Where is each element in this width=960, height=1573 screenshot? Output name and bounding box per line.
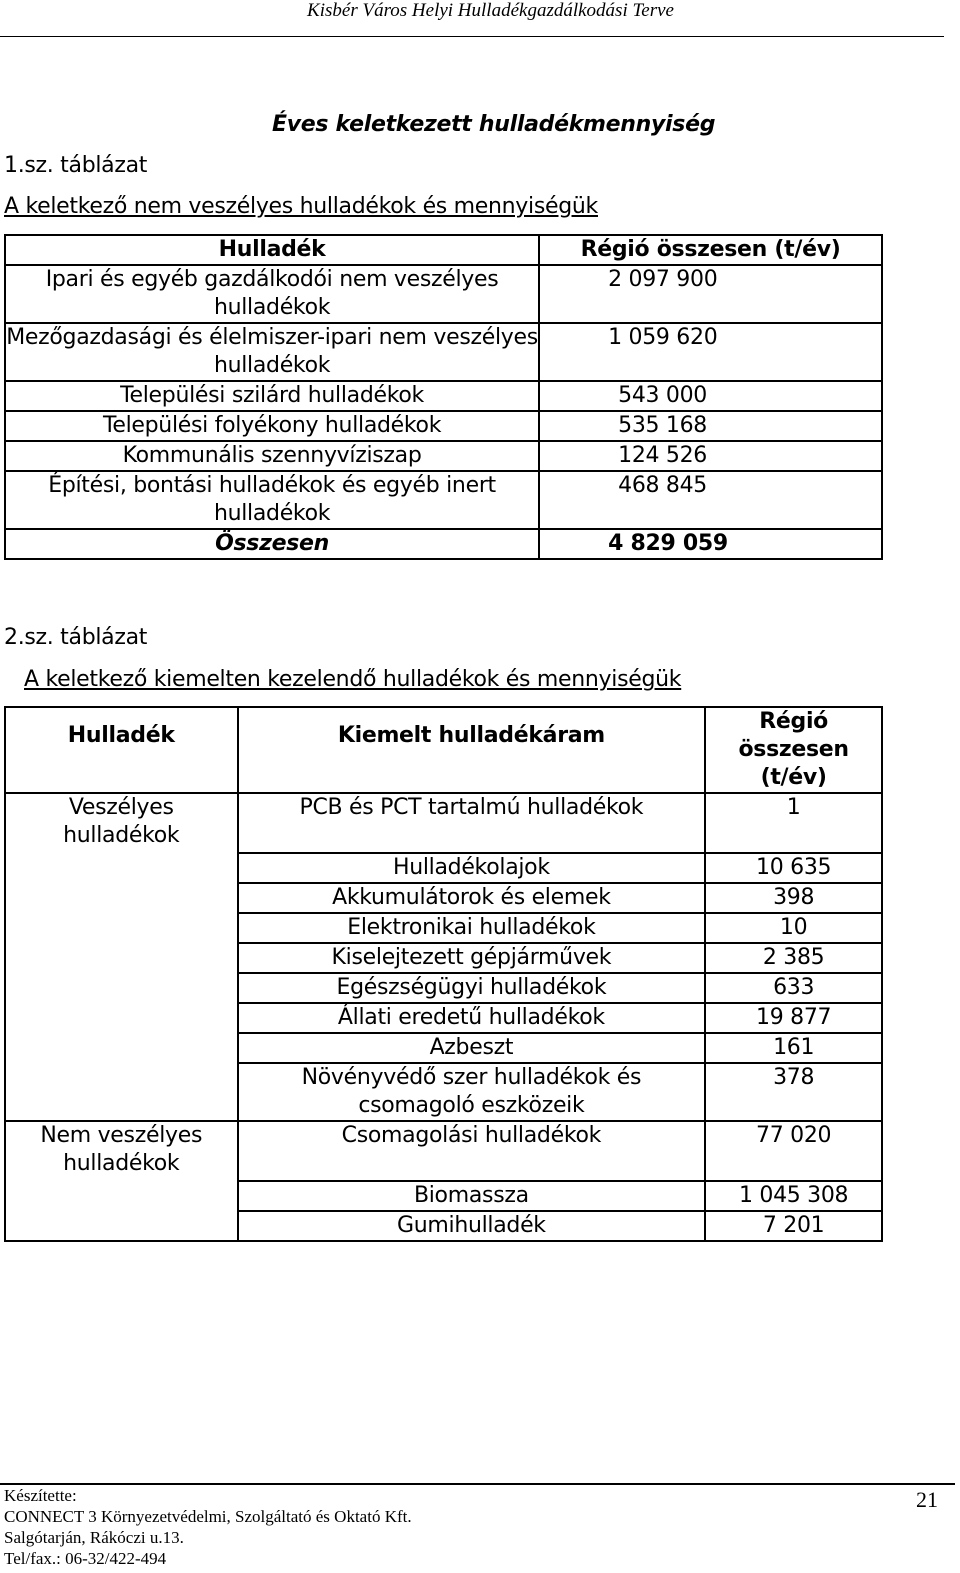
column-header: Régió összesen (t/év) [539, 235, 882, 265]
waste-name-line: hulladékok [213, 295, 331, 320]
total-label: Összesen [5, 529, 539, 559]
value-cell: 2 097 900 [539, 265, 882, 323]
waste-name-cell: Települési folyékony hulladékok [5, 411, 539, 441]
value-cell: 1 [705, 793, 882, 853]
value-cell: 77 020 [705, 1121, 882, 1181]
stream-cell: Azbeszt [238, 1033, 706, 1063]
table1 [4, 234, 883, 560]
waste-name-line: hulladékok [213, 501, 331, 526]
stream-cell: Hulladékolajok [238, 853, 706, 883]
waste-name-line: hulladékok [213, 353, 331, 378]
waste-name-cell: Kommunális szennyvíziszap [5, 441, 539, 471]
table2-caption: A keletkező kiemelten kezelendő hulladékok és mennyiségük [24, 667, 682, 692]
group-name-line: hulladékok [63, 1151, 180, 1176]
group-name-line: hulladékok [63, 823, 180, 848]
waste-name-line: Mezőgazdasági és élelmiszer-ipari nem veszélyes [6, 325, 538, 350]
column-header-line: Régió [759, 709, 828, 734]
value-cell: 378 [705, 1063, 882, 1121]
value-cell: 161 [705, 1033, 882, 1063]
footer-company: CONNECT 3 Környezetvédelmi, Szolgáltató és Oktató Kft. [4, 1507, 412, 1526]
stream-cell: Elektronikai hulladékok [238, 913, 706, 943]
waste-name-cell [5, 323, 539, 381]
header-title: Kisbér Város Helyi Hulladékgazdálkodási Terve [307, 0, 674, 21]
group-name-line: Nem veszélyes [40, 1123, 203, 1148]
column-header: Kiemelt hulladékáram [238, 707, 706, 793]
stream-line: csomagoló eszközeik [358, 1093, 585, 1118]
value-cell: 1 059 620 [539, 323, 882, 381]
running-header [0, 0, 944, 37]
value-cell: 398 [705, 883, 882, 913]
table-row [5, 1121, 882, 1181]
stream-cell: PCB és PCT tartalmú hulladékok [238, 793, 706, 853]
column-header: Hulladék [5, 235, 539, 265]
stream-cell: Állati eredetű hulladékok [238, 1003, 706, 1033]
page-number: 21 [916, 1487, 938, 1512]
group-name-line: Veszélyes [68, 795, 174, 820]
table-total-row [5, 529, 882, 559]
table1-caption: A keletkező nem veszélyes hulladékok és mennyiségük [4, 194, 598, 219]
footer-divider [0, 1483, 955, 1485]
table-row [5, 411, 882, 441]
value-cell: 633 [705, 973, 882, 1003]
footer-address: Salgótarján, Rákóczi u.13. [4, 1528, 184, 1547]
table-row [5, 265, 882, 323]
waste-name-cell [5, 265, 539, 323]
table2-label: 2.sz. táblázat [4, 625, 148, 650]
total-value: 4 829 059 [539, 529, 882, 559]
value-cell: 10 [705, 913, 882, 943]
value-cell: 19 877 [705, 1003, 882, 1033]
footer-prepared-by: Készítette: [4, 1486, 77, 1505]
table1-label: 1.sz. táblázat [4, 153, 148, 178]
value-cell: 535 168 [539, 411, 882, 441]
column-header-line: összesen [738, 737, 849, 762]
value-cell: 543 000 [539, 381, 882, 411]
table-header-row [5, 707, 882, 793]
footer-phone: Tel/fax.: 06-32/422-494 [4, 1549, 167, 1568]
table-header-row [5, 235, 882, 265]
value-cell: 10 635 [705, 853, 882, 883]
value-cell: 2 385 [705, 943, 882, 973]
stream-cell: Egészségügyi hulladékok [238, 973, 706, 1003]
table-row [5, 471, 882, 529]
page-title: Éves keletkezett hulladékmennyiség [272, 112, 716, 137]
stream-cell: Akkumulátorok és elemek [238, 883, 706, 913]
table2 [4, 706, 883, 1242]
column-header: Hulladék [5, 707, 238, 793]
stream-cell [238, 1063, 706, 1121]
waste-name-line: Ipari és egyéb gazdálkodói nem veszélyes [45, 267, 499, 292]
column-header-line: (t/év) [760, 765, 827, 790]
table-row [5, 381, 882, 411]
waste-name-line: Építési, bontási hulladékok és egyéb inert [48, 473, 496, 498]
value-cell: 7 201 [705, 1211, 882, 1241]
value-cell: 124 526 [539, 441, 882, 471]
stream-cell: Biomassza [238, 1181, 706, 1211]
table-row [5, 793, 882, 853]
waste-name-cell: Települési szilárd hulladékok [5, 381, 539, 411]
stream-cell: Csomagolási hulladékok [238, 1121, 706, 1181]
value-cell: 468 845 [539, 471, 882, 529]
column-header [705, 707, 882, 793]
value-cell: 1 045 308 [705, 1181, 882, 1211]
group-cell-non-hazardous [5, 1121, 238, 1241]
group-cell-hazardous [5, 793, 238, 1121]
table-row [5, 323, 882, 381]
stream-cell: Gumihulladék [238, 1211, 706, 1241]
waste-name-cell [5, 471, 539, 529]
table-row [5, 441, 882, 471]
stream-cell: Kiselejtezett gépjárművek [238, 943, 706, 973]
stream-line: Növényvédő szer hulladékok és [301, 1065, 642, 1090]
